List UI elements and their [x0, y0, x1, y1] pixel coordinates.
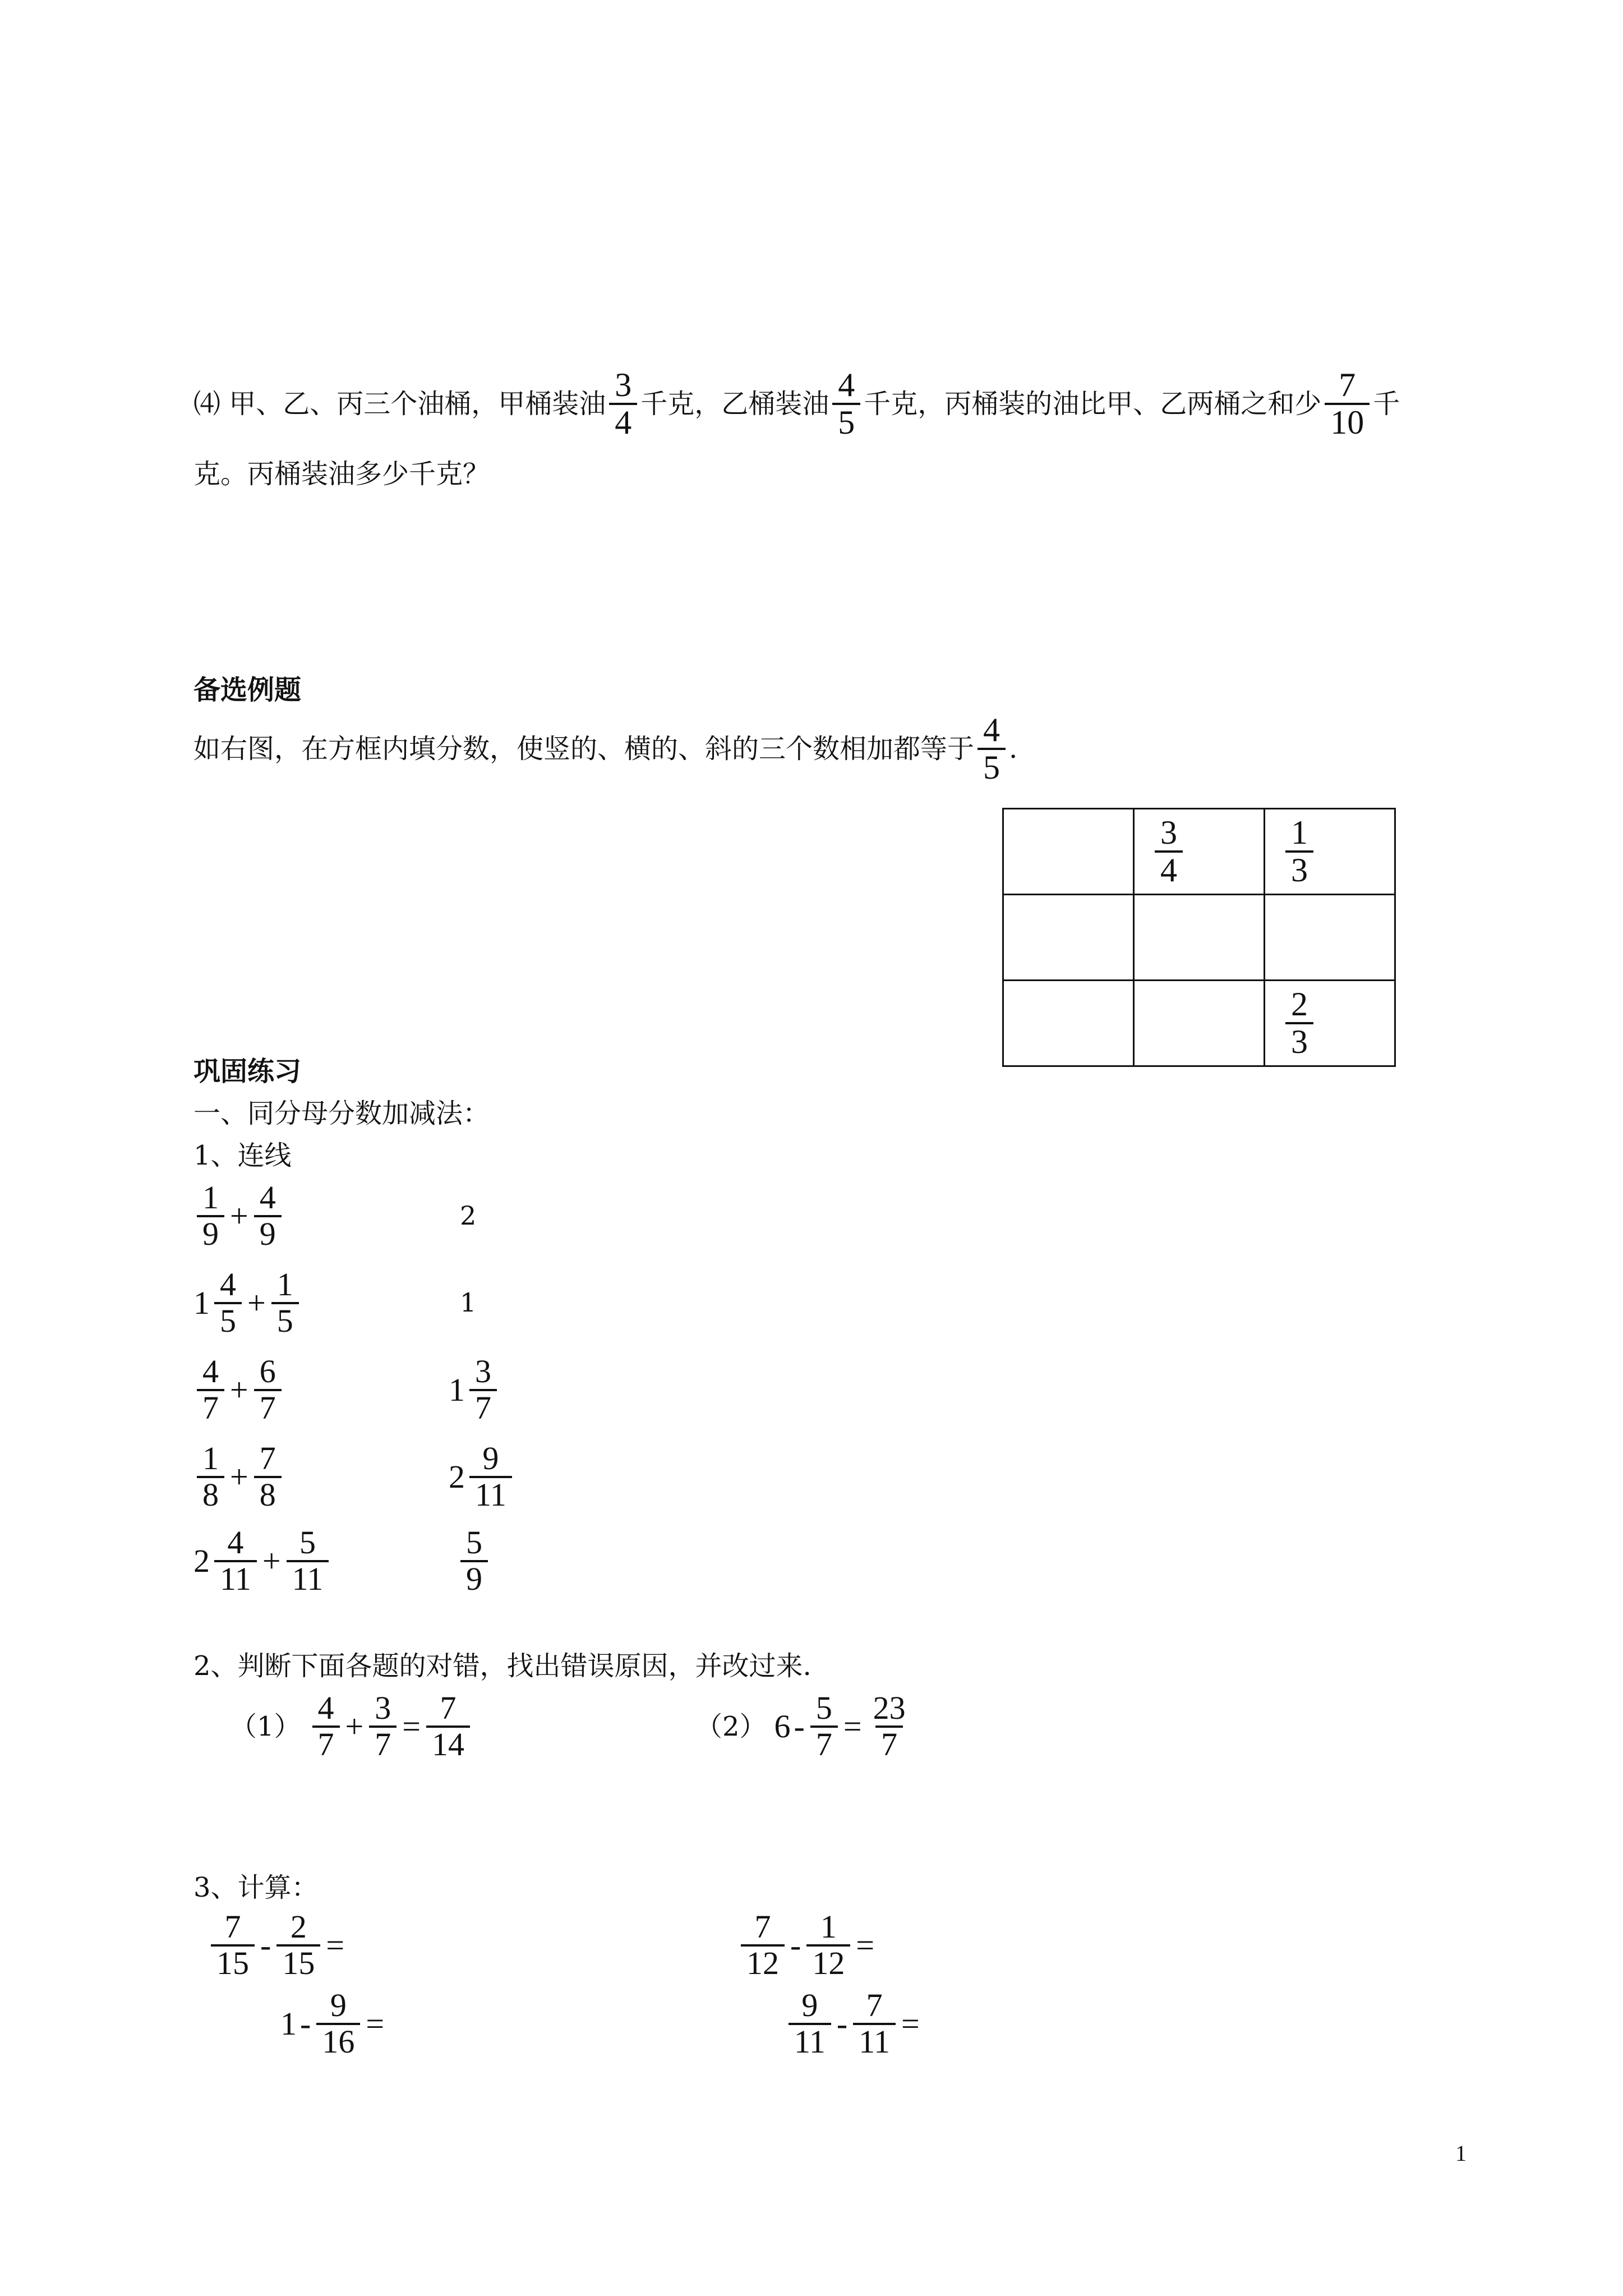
minus-sign: -: [794, 1708, 805, 1745]
practice-title: 巩固练习: [193, 1056, 302, 1087]
fraction: $\frac{1}{8}$: [197, 1442, 224, 1512]
grid-cell[interactable]: [1134, 981, 1265, 1066]
alt-example-instruction: 如右图，在方框内填分数，使竖的、横的、斜的三个数相加都等于: [193, 733, 975, 765]
problem-4-text: 千克，乙桶装油: [640, 388, 829, 420]
fraction: $\frac{4}{5}$: [832, 367, 860, 440]
fraction: $\frac{1}{12}$: [806, 1910, 850, 1981]
grid-cell[interactable]: [1134, 809, 1265, 895]
fraction: $\frac{6}{7}$: [254, 1355, 282, 1425]
plus-sign: +: [345, 1708, 364, 1745]
match-right-item[interactable]: [457, 1526, 491, 1596]
minus-sign: -: [836, 2005, 848, 2042]
fraction: $\frac{9}{11}$: [469, 1442, 512, 1512]
question-3-title: 3、计算：: [193, 1872, 319, 1903]
fraction: $\frac{4}{9}$: [254, 1181, 282, 1251]
plus-sign: +: [230, 1372, 248, 1409]
equals-sign: =: [901, 2005, 920, 2042]
section-1-title: 一、同分母分数加减法：: [193, 1098, 490, 1129]
grid-cell[interactable]: [1265, 809, 1395, 895]
fraction: $\frac{3}{4}$: [1155, 815, 1183, 888]
fraction: $\frac{3}{7}$: [469, 1355, 497, 1425]
match-left-item[interactable]: [193, 1268, 302, 1338]
grid-cell[interactable]: [1265, 981, 1395, 1066]
plus-sign: +: [230, 1458, 248, 1496]
grid-cell[interactable]: [1003, 809, 1134, 895]
match-left-item[interactable]: [193, 1355, 285, 1425]
fraction: $\frac{4}{5}$: [214, 1268, 242, 1338]
plus-sign: +: [247, 1285, 266, 1322]
fraction: $\frac{2}{15}$: [276, 1910, 320, 1981]
match-right-item[interactable]: [460, 1200, 476, 1231]
whole-number: 6: [774, 1708, 791, 1745]
match-right-item[interactable]: [449, 1355, 500, 1425]
fraction: $\frac{5}{11}$: [287, 1526, 329, 1596]
grid-cell[interactable]: [1134, 895, 1265, 981]
match-left-item[interactable]: [193, 1181, 285, 1251]
magic-square-grid: [1002, 808, 1396, 1067]
fraction: $\frac{9}{11}$: [789, 1989, 831, 2059]
problem-4-line1: [193, 367, 1400, 440]
question-2-item-2: [695, 1691, 915, 1762]
problem-4-line2: 克。丙桶装油多少千克？: [193, 458, 490, 490]
fraction: $\frac{4}{7}$: [197, 1355, 224, 1425]
problem-4-text: 千: [1373, 388, 1400, 420]
minus-sign: -: [790, 1927, 801, 1964]
match-right-item[interactable]: [460, 1287, 476, 1318]
fraction: $\frac{5}{7}$: [810, 1691, 838, 1762]
plus-sign: +: [262, 1543, 281, 1580]
minus-sign: -: [300, 2005, 311, 2042]
question-2-title: 2、判断下面各题的对错，找出错误原因，并改过来.: [193, 1650, 811, 1682]
fraction: $\frac{9}{16}$: [316, 1989, 360, 2059]
fraction: $\frac{1}{3}$: [1285, 815, 1313, 888]
whole-number: 2: [449, 1458, 465, 1496]
match-left-item[interactable]: [193, 1442, 285, 1512]
grid-cell[interactable]: [1003, 895, 1134, 981]
equals-sign: =: [366, 2005, 385, 2042]
match-left-item[interactable]: [193, 1526, 332, 1596]
problem-4-prefix: ⑷ 甲、乙、丙三个油桶，甲桶装油: [193, 388, 606, 420]
fraction: $\frac{4}{7}$: [312, 1691, 340, 1762]
equals-sign: =: [843, 1708, 862, 1745]
calc-item: [785, 1989, 922, 2059]
whole-number: 1: [449, 1372, 465, 1409]
fraction: $\frac{7}{12}$: [741, 1910, 785, 1981]
match-right-item[interactable]: [449, 1442, 515, 1512]
fraction: $\frac{4}{11}$: [214, 1526, 257, 1596]
fraction: $\frac{7}{14}$: [426, 1691, 470, 1762]
grid-cell[interactable]: [1265, 895, 1395, 981]
fraction: $\frac{4}{5}$: [978, 712, 1006, 785]
minus-sign: -: [260, 1927, 271, 1964]
fraction: $\frac{3}{7}$: [369, 1691, 396, 1762]
answer-value: 2: [460, 1200, 477, 1231]
equals-sign: =: [856, 1927, 875, 1964]
period: .: [1009, 733, 1018, 765]
fraction: $\frac{7}{11}$: [853, 1989, 896, 2059]
answer-value: 1: [460, 1287, 477, 1318]
fraction: $\frac{2}{3}$: [1285, 987, 1313, 1060]
page-number: 1: [1455, 2141, 1467, 2166]
fraction: $\frac{23}{7}$: [873, 1690, 906, 1763]
alt-example-title: 备选例题: [193, 674, 302, 706]
item-label: （2）: [695, 1710, 767, 1742]
fraction: $\frac{1}{5}$: [271, 1268, 299, 1338]
whole-number: 1: [280, 2005, 297, 2042]
problem-4-text: 千克，丙桶装的油比甲、乙两桶之和少: [864, 388, 1322, 420]
alt-example-text: [193, 712, 1017, 785]
fraction: $\frac{3}{4}$: [609, 367, 637, 440]
question-2-item-1: [230, 1691, 473, 1762]
calc-item: [280, 1989, 386, 2059]
question-1-title: 1、连线: [193, 1140, 292, 1171]
item-label: （1）: [230, 1710, 301, 1742]
fraction: $\frac{5}{9}$: [460, 1526, 488, 1596]
fraction: $\frac{7}{15}$: [211, 1910, 255, 1981]
calc-item: [208, 1910, 347, 1981]
fraction: $\frac{7}{10}$: [1325, 367, 1370, 440]
whole-number: 1: [193, 1285, 210, 1322]
whole-number: 2: [193, 1543, 210, 1580]
fraction: $\frac{7}{8}$: [254, 1442, 282, 1512]
equals-sign: =: [402, 1708, 421, 1745]
plus-sign: +: [230, 1198, 248, 1235]
fraction: $\frac{1}{9}$: [197, 1181, 224, 1251]
equals-sign: =: [326, 1927, 345, 1964]
grid-cell[interactable]: [1003, 981, 1134, 1066]
calc-item: [737, 1910, 877, 1981]
